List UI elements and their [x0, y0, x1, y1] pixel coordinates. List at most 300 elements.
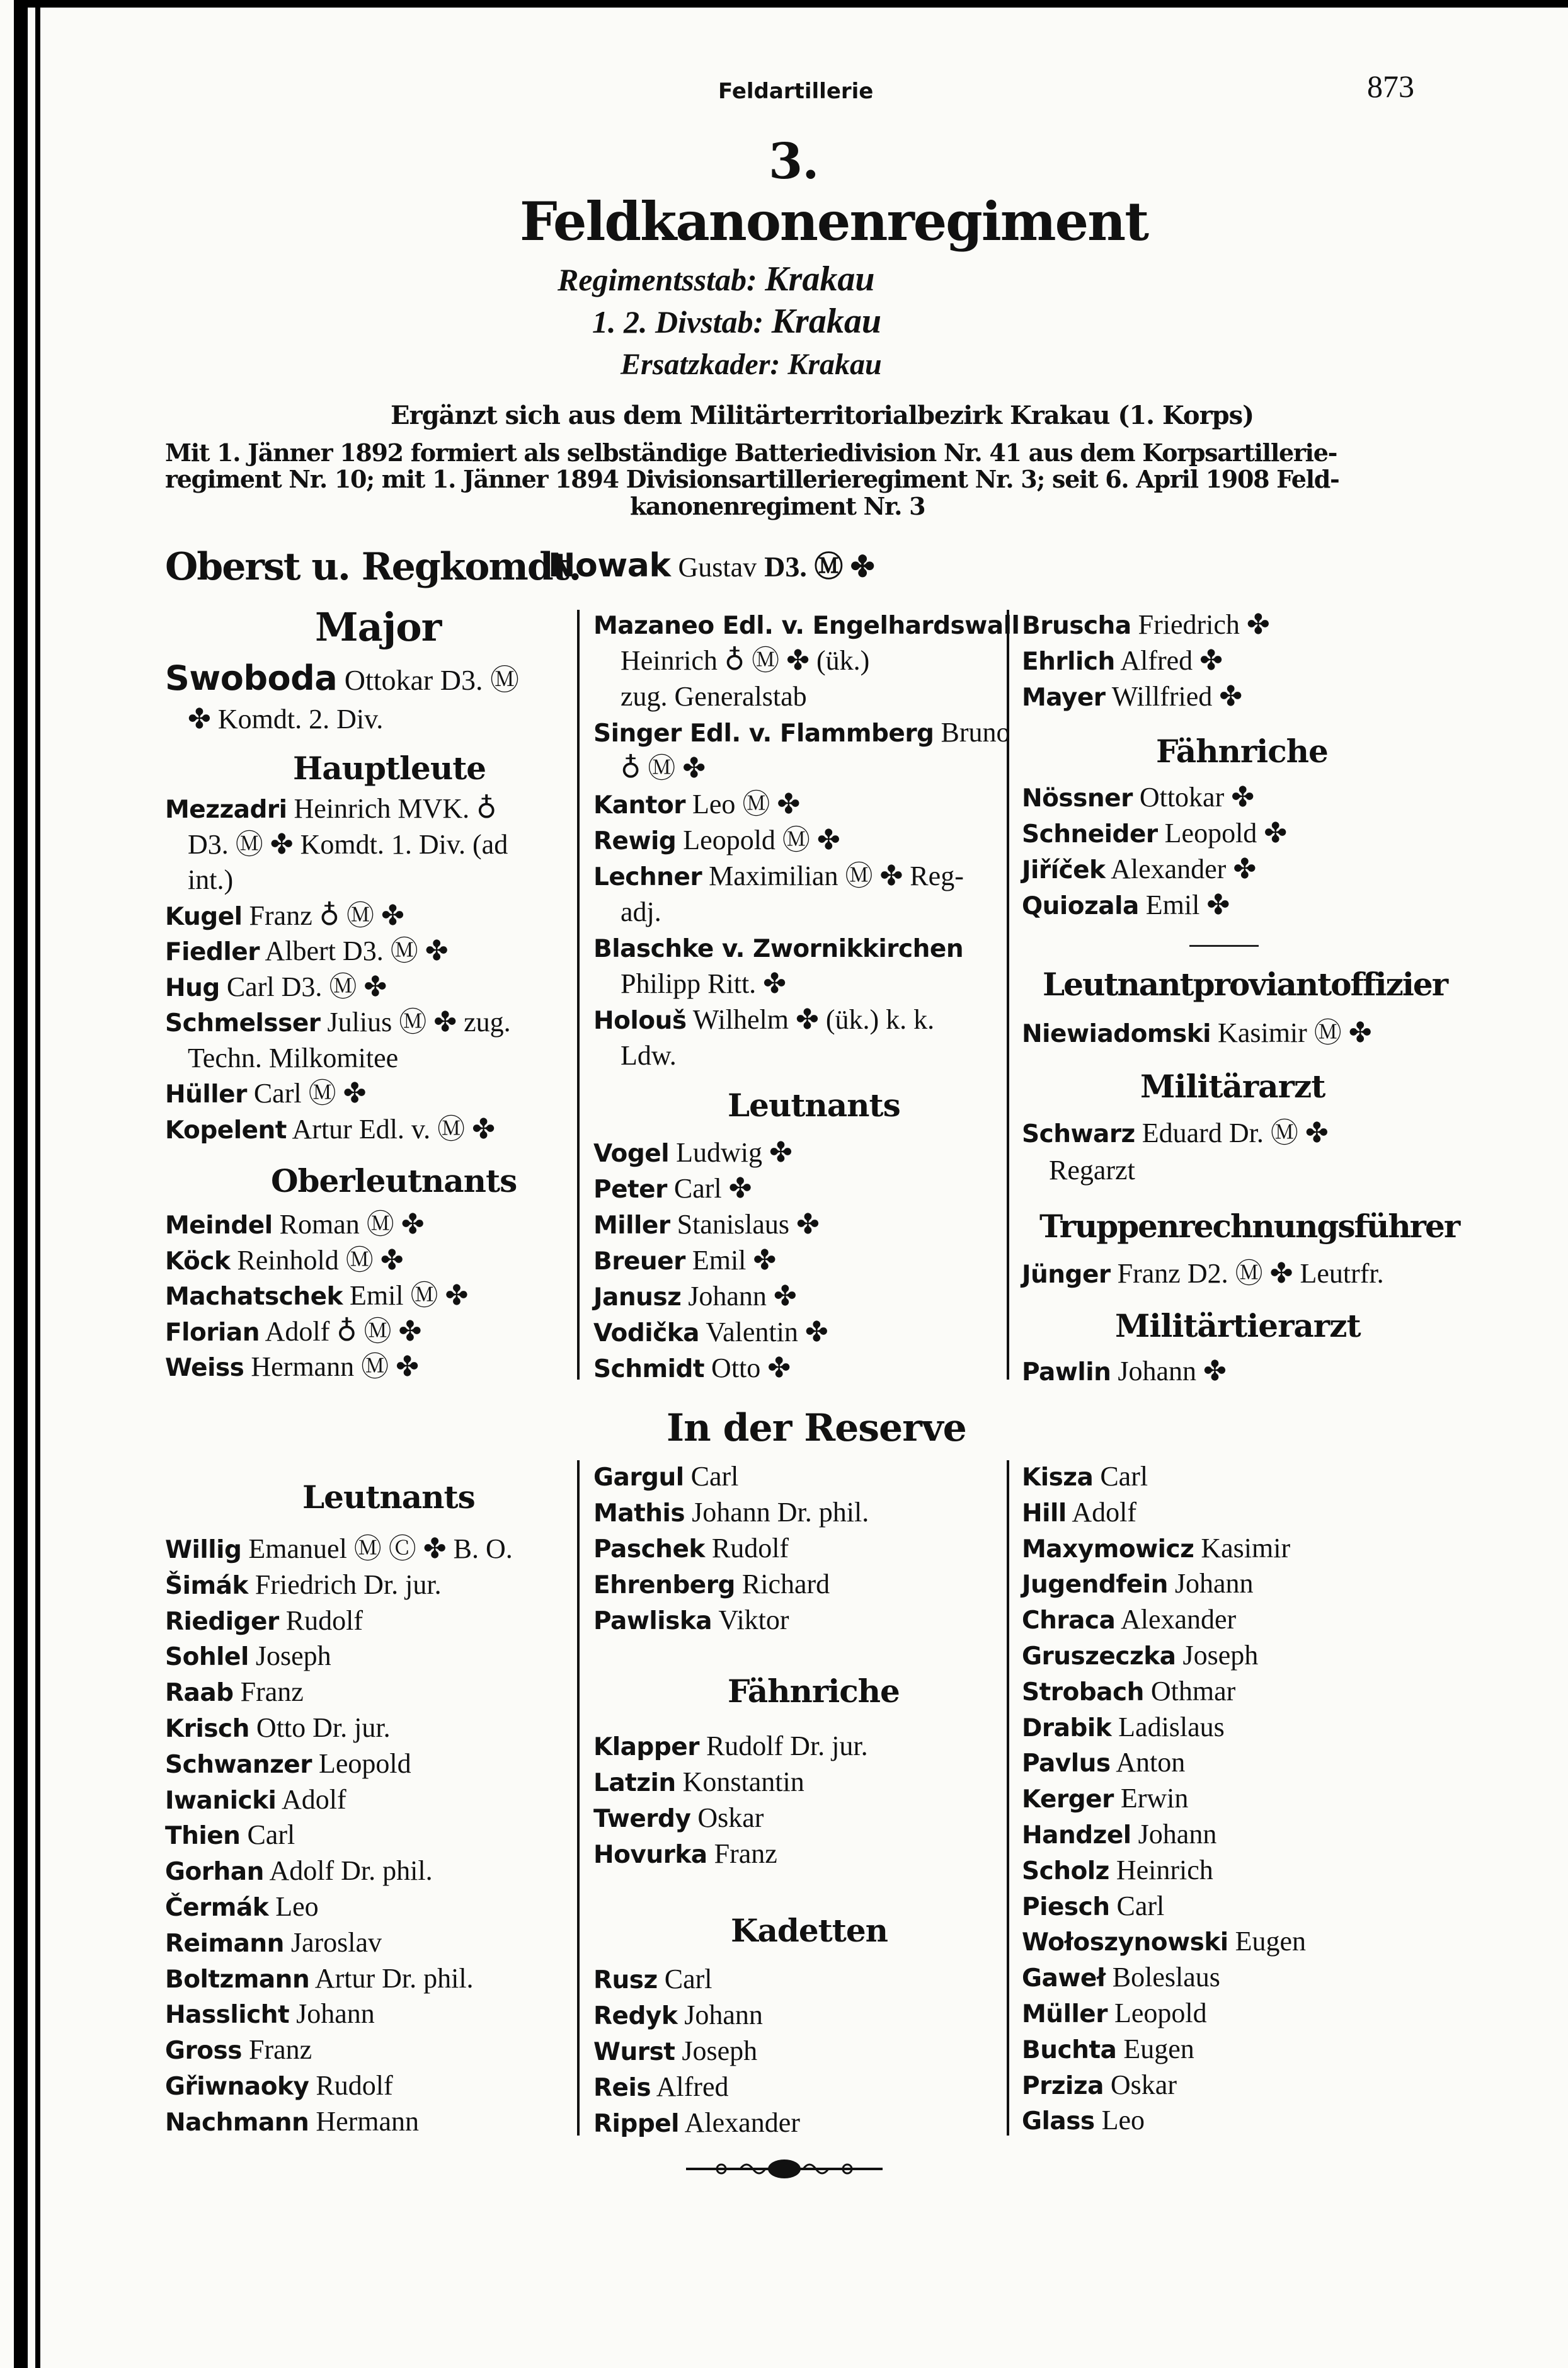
list-item: [621, 1042, 677, 1070]
hauptleute-heading: Hauptleute: [293, 750, 486, 787]
entry-text: Heinrich: [1116, 1854, 1213, 1885]
regimentsstab-line: [558, 261, 874, 297]
column-rule-upper-1: [577, 610, 580, 1380]
reserve-faehnriche-heading: Fähnriche: [728, 1673, 900, 1710]
entry-text: Joseph: [1182, 1640, 1259, 1671]
entry-surname: Miller: [593, 1211, 670, 1240]
entry-surname: Gruszeczka: [1022, 1642, 1176, 1671]
list-item: [593, 1606, 789, 1634]
entry-text: Friedrich ✤: [1138, 609, 1270, 640]
entry-text: Emil ✤: [692, 1245, 777, 1276]
scan-border-left-inner: [35, 0, 40, 2368]
entry-surname: Rusz: [593, 1966, 658, 1994]
list-item: [165, 1678, 304, 1706]
entry-text: Franz: [240, 1676, 304, 1708]
list-item: [1022, 1749, 1185, 1776]
list-item: [188, 1044, 398, 1072]
list-item: [165, 1642, 331, 1670]
entry-text: Valentin ✤: [706, 1317, 828, 1347]
entry-text: Adolf ♁ Ⓜ ✤: [265, 1315, 422, 1347]
entry-text: Carl Ⓜ ✤: [253, 1078, 367, 1109]
list-item: [1022, 1928, 1306, 1955]
entry-surname: Nachmann: [165, 2108, 309, 2137]
entry-surname: Quiozala: [1022, 892, 1139, 920]
major-heading: Major: [315, 604, 442, 650]
oberleutnants-heading: Oberleutnants: [271, 1162, 517, 1199]
entry-text: Friedrich Dr. jur.: [255, 1569, 442, 1600]
entry-surname: Ehrlich: [1022, 648, 1115, 676]
list-item: [165, 1747, 411, 1779]
arzt-rest: Eduard Dr. Ⓜ ✤: [1142, 1118, 1329, 1148]
list-item: [1022, 1570, 1254, 1598]
entry-text: Leo Ⓜ ✤: [692, 789, 801, 820]
entry-text: Otto Dr. jur.: [256, 1712, 391, 1743]
list-item: [165, 937, 449, 965]
list-item: [1022, 784, 1254, 811]
entry-surname: Köck: [165, 1247, 231, 1276]
arzt-entry: [1022, 1119, 1329, 1147]
entry-text: Artur Dr. phil.: [314, 1962, 474, 1994]
entry-surname: Strobach: [1022, 1678, 1144, 1707]
entry-surname: Hasslicht: [165, 2001, 290, 2030]
rf-heading: Truppenrechnungsführer: [1039, 1208, 1460, 1245]
list-item: [1022, 2107, 1145, 2134]
entry-surname: Gargul: [593, 1463, 684, 1492]
list-item: [593, 1006, 934, 1034]
entry-surname: Schwanzer: [165, 1750, 312, 1779]
list-item: [593, 2037, 757, 2065]
entry-surname: Willig: [165, 1536, 242, 1564]
list-item: [593, 1965, 712, 1993]
entry-surname: Vogel: [593, 1140, 670, 1168]
entry-surname: Drabik: [1022, 1713, 1112, 1742]
entry-surname: Sohlel: [165, 1643, 249, 1672]
entry-surname: Pavlus: [1022, 1749, 1111, 1778]
oberst-label: Oberst u. Regkomdt.: [165, 545, 581, 589]
entry-text: Carl ✤: [673, 1173, 752, 1204]
oberst-surname: Nowak: [548, 547, 671, 585]
list-item: [165, 973, 387, 1001]
entry-surname: Schmidt: [593, 1355, 705, 1383]
list-item: [1022, 2035, 1194, 2063]
entry-surname: Twerdy: [593, 1805, 691, 1833]
list-item: [165, 2000, 375, 2028]
entry-surname: Meindel: [165, 1211, 273, 1240]
ersatzkader-line: [621, 350, 882, 380]
entry-text: Johann Dr. phil.: [692, 1497, 869, 1528]
entry-text: Oskar: [1110, 2069, 1177, 2100]
divstab-place: Krakau: [771, 302, 881, 341]
entry-surname: Schmelsser: [165, 1009, 321, 1038]
entry-surname: Reis: [593, 2074, 651, 2102]
entry-surname: Buchta: [1022, 2035, 1117, 2064]
list-item: [1022, 1606, 1236, 1633]
entry-text: Leopold: [318, 1747, 411, 1779]
ersatzkader-place: Krakau: [787, 348, 882, 381]
list-item: [1022, 1892, 1164, 1920]
entry-text: Willfried ✤: [1111, 681, 1243, 712]
entry-surname: Rippel: [593, 2110, 680, 2138]
entry-text: Alexander: [684, 2107, 800, 2138]
col3-faehnriche-heading: Fähnriche: [1156, 733, 1328, 770]
list-item: [1022, 1675, 1236, 1707]
entry-text: Carl: [664, 1964, 712, 1994]
entry-text: Heinrich MVK. ♁: [294, 793, 497, 824]
entry-text: Erwin: [1120, 1783, 1189, 1814]
reserve-kadetten-heading: Kadetten: [731, 1912, 888, 1949]
entry-text: Emil Ⓜ ✤: [349, 1280, 469, 1311]
entry-text: Othmar: [1150, 1675, 1236, 1707]
entry-surname: Peter: [593, 1175, 667, 1204]
entry-text: Alfred: [656, 2071, 729, 2102]
list-item: [1022, 647, 1223, 675]
list-item: [1022, 1713, 1225, 1741]
arzt-heading: Militärarzt: [1140, 1068, 1325, 1105]
entry-text: Joseph: [255, 1640, 331, 1672]
entry-surname: Thien: [165, 1822, 241, 1851]
list-item: [1022, 1642, 1258, 1669]
list-item: [593, 1768, 804, 1796]
entry-text: Carl: [247, 1819, 295, 1851]
list-item: [593, 2109, 800, 2137]
list-item: [593, 1463, 738, 1490]
entry-text: Franz: [248, 2034, 312, 2066]
major-entry-line-1: [165, 658, 519, 698]
list-item: [1022, 820, 1287, 847]
entry-surname: Krisch: [165, 1715, 249, 1743]
entry-surname: Paschek: [593, 1535, 705, 1564]
entry-text: Heinrich ♁ Ⓜ ✤ (ük.): [621, 645, 870, 676]
list-item: [165, 1244, 404, 1276]
list-item: [165, 1282, 468, 1310]
entry-text: Viktor: [718, 1604, 789, 1635]
entry-surname: Blaschke v. Zwornikkirchen: [593, 935, 964, 963]
entry-surname: Mazaneo Edl. v. Engelhardswall: [593, 612, 1020, 640]
entry-surname: Wołoszynowski: [1022, 1928, 1228, 1957]
tier-surname: Pawlin: [1022, 1358, 1111, 1387]
entry-surname: Kugel: [165, 902, 243, 931]
entry-surname: Breuer: [593, 1247, 685, 1276]
entry-text: Ottokar ✤: [1139, 782, 1255, 813]
tier-rest: Johann ✤: [1118, 1356, 1227, 1387]
list-item: [165, 2036, 312, 2064]
entry-text: Alfred ✤: [1120, 645, 1223, 676]
entry-surname: Hug: [165, 973, 220, 1002]
reserve-leutnants-heading: Leutnants: [302, 1479, 475, 1516]
list-item: [165, 1009, 511, 1036]
entry-text: Johann: [1174, 1568, 1254, 1599]
list-item: [593, 791, 800, 818]
oberst-decor: D3. Ⓜ ✤: [764, 551, 875, 583]
list-item: [1022, 891, 1230, 919]
list-item: [165, 2105, 420, 2137]
intro-line-1: Ergänzt sich aus dem Militärterritorialbezirk Krakau (1. Korps): [391, 401, 1254, 430]
entry-surname: Redyk: [593, 2002, 678, 2030]
list-item: [593, 1570, 830, 1598]
entry-text: Rudolf: [711, 1533, 789, 1564]
entry-surname: Bruscha: [1022, 612, 1131, 640]
entry-surname: Gross: [165, 2037, 242, 2066]
entry-text: Carl: [1116, 1890, 1165, 1921]
entry-text: Alexander ✤: [1111, 854, 1257, 884]
entry-surname: Hovurka: [593, 1841, 707, 1869]
col2-leutnants-heading: Leutnants: [728, 1087, 900, 1124]
entry-text: Hermann: [316, 2105, 420, 2137]
list-item: [165, 1857, 433, 1885]
entry-surname: Boltzmann: [165, 1965, 310, 1994]
tier-entry: [1022, 1358, 1227, 1385]
list-item: [621, 755, 706, 782]
end-ornament: [684, 2153, 885, 2185]
entry-surname: Florian: [165, 1318, 260, 1347]
list-item: [593, 1804, 764, 1832]
entry-text: Reinhold Ⓜ ✤: [237, 1244, 404, 1276]
entry-text: Boleslaus: [1112, 1962, 1220, 1993]
list-item: [621, 898, 661, 926]
arzt-line-2: Regarzt: [1049, 1155, 1135, 1186]
entry-text: Eugen: [1123, 2033, 1194, 2064]
entry-text: Maximilian Ⓜ ✤ Reg-: [709, 861, 964, 891]
major-entry-line-2: ✤ Komdt. 2. Div.: [188, 704, 384, 735]
entry-surname: Raab: [165, 1679, 234, 1708]
list-item: [593, 1840, 777, 1868]
list-item: [1022, 1821, 1216, 1848]
entry-text: Leopold ✤: [1164, 818, 1288, 849]
entry-surname: Chraca: [1022, 1606, 1116, 1635]
rf-rest: Franz D2. Ⓜ ✤ Leutrfr.: [1117, 1258, 1384, 1289]
entry-surname: Scholz: [1022, 1856, 1109, 1885]
intro-line-4: kanonenregiment Nr. 3: [630, 492, 925, 520]
entry-text: Konstantin: [682, 1766, 804, 1797]
entry-text: Ldw.: [621, 1040, 677, 1071]
entry-text: Adolf: [1072, 1496, 1136, 1528]
entry-surname: Latzin: [593, 1769, 676, 1797]
list-item: [165, 902, 404, 930]
entry-text: Johann: [296, 1998, 375, 2030]
entry-surname: Piesch: [1022, 1892, 1110, 1921]
list-item: [1022, 611, 1270, 639]
list-item: [165, 1604, 363, 1636]
arzt-surname: Schwarz: [1022, 1120, 1135, 1148]
entry-surname: Maxymowicz: [1022, 1535, 1194, 1564]
list-item: [593, 1211, 820, 1238]
entry-surname: Janusz: [593, 1283, 682, 1312]
entry-text: Roman Ⓜ ✤: [279, 1209, 425, 1240]
entry-surname: Gřiwnaoky: [165, 2073, 309, 2101]
entry-text: Johann: [684, 1999, 763, 2030]
entry-surname: Jiříček: [1022, 856, 1106, 884]
list-item: [593, 1283, 797, 1310]
list-item: [593, 1139, 793, 1167]
reserve-heading: In der Reserve: [667, 1406, 966, 1450]
entry-text: Julius Ⓜ ✤ zug.: [327, 1007, 511, 1038]
list-item: [593, 611, 1019, 639]
list-item: [1022, 1532, 1291, 1564]
list-item: [1022, 1999, 1207, 2027]
prov-entry: [1022, 1019, 1372, 1047]
oberst-given: Gustav: [678, 552, 757, 583]
list-item: [593, 719, 1010, 746]
list-item: [593, 1175, 752, 1203]
list-item: [1022, 1496, 1136, 1528]
list-item: [593, 862, 964, 890]
list-item: [165, 1211, 425, 1238]
entry-text: ♁ Ⓜ ✤: [621, 753, 706, 784]
entry-text: Leopold Ⓜ ✤: [683, 825, 840, 855]
entry-text: Stanislaus ✤: [677, 1209, 820, 1240]
entry-surname: Kopelent: [165, 1116, 287, 1145]
list-item: [593, 2073, 729, 2101]
list-item: [165, 1113, 495, 1145]
entry-surname: Müller: [1022, 2000, 1107, 2028]
entry-text: Carl D3. Ⓜ ✤: [226, 971, 387, 1002]
list-item: [165, 1962, 474, 1994]
entry-surname: Kantor: [593, 791, 685, 820]
entry-surname: Machatschek: [165, 1283, 343, 1311]
entry-text: Rudolf Dr. jur.: [706, 1730, 868, 1761]
entry-text: Rudolf: [285, 1604, 363, 1636]
entry-text: int.): [188, 864, 234, 895]
list-item: [165, 1926, 382, 1958]
list-item: [621, 683, 807, 711]
entry-surname: Lechner: [593, 863, 702, 891]
scan-border-top: [28, 0, 1568, 8]
list-item: [1022, 1785, 1188, 1812]
regimentsstab-label: Regimentsstab:: [558, 262, 757, 297]
list-item: [165, 1353, 419, 1381]
oberst-entry: [548, 547, 875, 585]
entry-surname: Mayer: [1022, 684, 1106, 712]
entry-surname: Gaweł: [1022, 1964, 1106, 1993]
list-item: [593, 1318, 828, 1346]
entry-surname: Schneider: [1022, 820, 1158, 849]
list-item: [165, 795, 496, 823]
entry-text: Hermann Ⓜ ✤: [251, 1351, 419, 1382]
entry-surname: Jugendfein: [1022, 1570, 1168, 1599]
entry-text: Emanuel Ⓜ Ⓒ ✤ B. O.: [248, 1533, 513, 1564]
entry-text: Albert D3. Ⓜ ✤: [265, 935, 449, 966]
list-item: [188, 828, 508, 860]
entry-surname: Vodička: [593, 1319, 700, 1347]
entry-surname: Hill: [1022, 1499, 1067, 1528]
intro-line-3: regiment Nr. 10; mit 1. Jänner 1894 Divisionsartillerieregiment Nr. 3; seit 6. April 1908 Feld-: [165, 465, 1339, 493]
entry-surname: Nössner: [1022, 784, 1133, 813]
list-item: [165, 1821, 295, 1849]
entry-text: Alexander: [1120, 1604, 1237, 1635]
entry-text: zug. Generalstab: [621, 681, 807, 712]
list-item: [165, 1571, 442, 1599]
list-item: [165, 2072, 393, 2100]
list-item: [593, 1535, 789, 1562]
entry-text: Bruno: [941, 717, 1010, 748]
entry-text: Ludwig ✤: [676, 1137, 793, 1168]
regiment-number: 3.: [769, 133, 819, 190]
entry-text: Oskar: [697, 1802, 764, 1833]
entry-surname: Prziza: [1022, 2071, 1104, 2100]
intro-line-2: Mit 1. Jänner 1892 formiert als selbständige Batteriedivision Nr. 41 aus dem Korpsartillerie-: [165, 438, 1337, 467]
entry-text: Jaroslav: [290, 1926, 382, 1958]
entry-surname: Holouš: [593, 1007, 687, 1035]
list-item: [593, 934, 963, 962]
list-item: [1022, 1463, 1148, 1490]
entry-surname: Glass: [1022, 2107, 1095, 2136]
list-item: [593, 2001, 763, 2029]
entry-surname: Wurst: [593, 2038, 675, 2066]
entry-surname: Handzel: [1022, 1821, 1131, 1850]
list-item: [621, 970, 786, 998]
entry-text: Anton: [1116, 1747, 1186, 1778]
rf-surname: Jünger: [1022, 1261, 1111, 1289]
list-item: [1022, 855, 1256, 883]
entry-text: Kasimir: [1201, 1532, 1291, 1564]
entry-text: Franz: [714, 1838, 777, 1869]
entry-surname: Mezzadri: [165, 796, 287, 824]
rf-entry: [1022, 1260, 1384, 1288]
list-item: [188, 866, 233, 894]
entry-surname: Ehrenberg: [593, 1571, 735, 1599]
regiment-title: Feldkanonenregiment: [520, 190, 1148, 253]
entry-text: Eugen: [1235, 1926, 1307, 1957]
entry-text: Joseph: [682, 2035, 758, 2066]
entry-surname: Weiss: [165, 1354, 244, 1382]
entry-surname: Riediger: [165, 1607, 279, 1636]
entry-text: Emil ✤: [1145, 889, 1230, 920]
entry-text: Ladislaus: [1118, 1711, 1225, 1742]
entry-text: Wilhelm ✤ (ük.) k. k.: [692, 1004, 935, 1035]
entry-text: Adolf: [282, 1783, 346, 1815]
major-given: Ottokar D3. Ⓜ: [344, 664, 519, 696]
list-item: [165, 1783, 346, 1815]
entry-text: adj.: [621, 896, 661, 927]
entry-text: Artur Edl. v. Ⓜ ✤: [292, 1113, 495, 1145]
column-rule-lower-1: [577, 1460, 580, 2136]
entry-surname: Gorhan: [165, 1858, 264, 1887]
list-item: [165, 1315, 422, 1347]
ersatzkader-label: Ersatzkader:: [621, 348, 781, 381]
entry-text: Otto ✤: [711, 1353, 791, 1383]
prov-rest: Kasimir Ⓜ ✤: [1218, 1017, 1372, 1048]
entry-surname: Rewig: [593, 827, 677, 855]
entry-surname: Čermák: [165, 1894, 269, 1922]
entry-text: Johann: [1138, 1819, 1217, 1850]
entry-text: Johann ✤: [688, 1281, 797, 1312]
entry-text: Richard: [741, 1569, 830, 1599]
entry-text: Techn. Milkomitee: [188, 1042, 399, 1073]
divstab-line: [592, 304, 881, 339]
list-item: [593, 1499, 869, 1526]
entry-surname: Pawliska: [593, 1607, 712, 1635]
list-item: [593, 827, 840, 854]
list-item: [1022, 683, 1242, 711]
prov-surname: Niewiadomski: [1022, 1020, 1211, 1048]
entry-surname: Fiedler: [165, 938, 260, 966]
list-item: [621, 647, 869, 675]
scan-border-left: [14, 0, 28, 2368]
regimentsstab-place: Krakau: [765, 260, 875, 299]
list-item: [1022, 1856, 1213, 1884]
entry-text: Carl: [1100, 1461, 1148, 1492]
list-item: [1022, 1964, 1220, 1991]
list-item: [165, 1714, 391, 1742]
entry-text: Leo: [1101, 2105, 1145, 2136]
entry-surname: Mathis: [593, 1499, 685, 1528]
running-title: Feldartillerie: [718, 79, 874, 104]
column-rule-lower-2: [1007, 1460, 1009, 2136]
entry-text: Carl: [690, 1461, 739, 1492]
entry-text: D3. Ⓜ ✤ Komdt. 1. Div. (ad: [188, 828, 508, 860]
list-item: [1022, 2071, 1177, 2099]
tier-heading: Militärtierarzt: [1115, 1307, 1361, 1344]
